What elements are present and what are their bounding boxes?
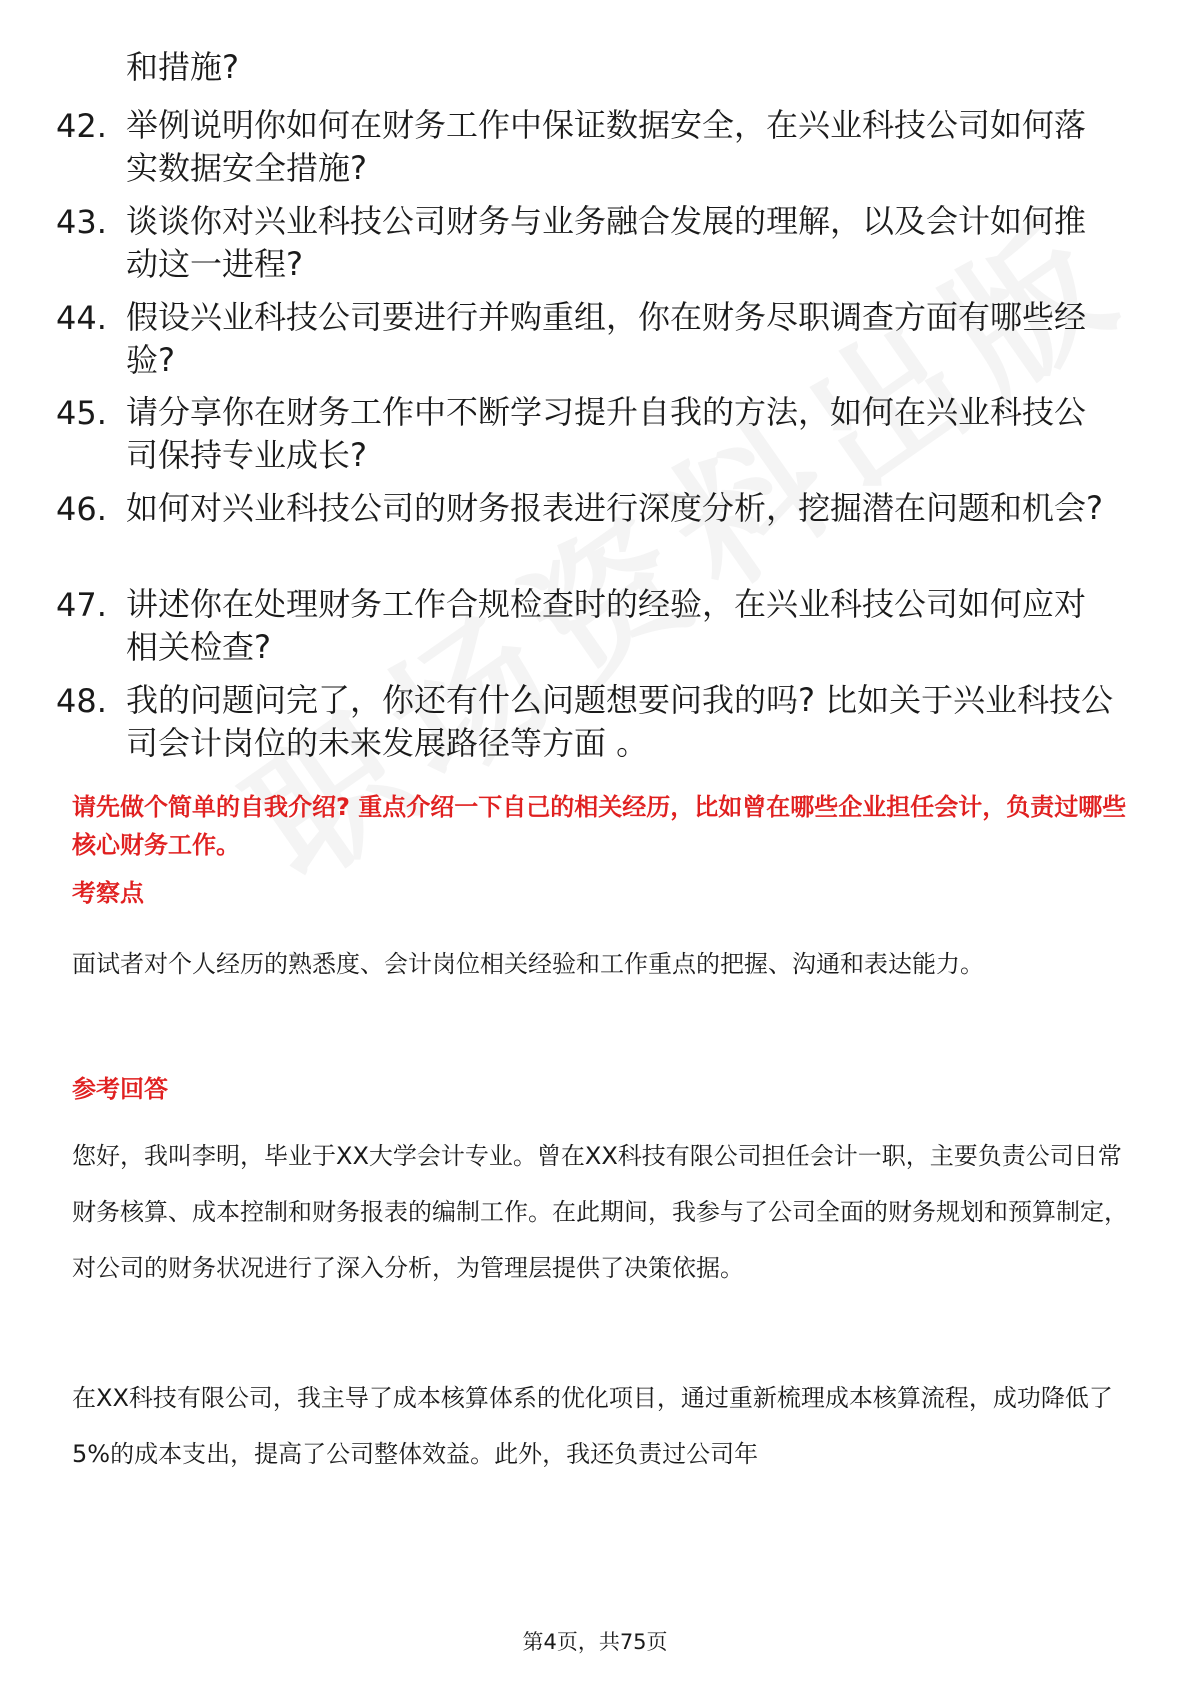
question-text: 和措施? xyxy=(126,48,239,86)
question-text: 举例说明你如何在财务工作中保证数据安全，在兴业科技公司如何落实数据安全措施? xyxy=(126,106,1087,187)
question-number: 44. xyxy=(56,299,107,337)
question-text: 请分享你在财务工作中不断学习提升自我的方法，如何在兴业科技公司保持专业成长? xyxy=(126,393,1087,474)
question-number: 42. xyxy=(56,107,107,145)
focus-label: 考察点 xyxy=(72,879,144,907)
question-text: 假设兴业科技公司要进行并购重组，你在财务尽职调查方面有哪些经验? xyxy=(126,298,1087,379)
question-heading: 请先做个简单的自我介绍? 重点介绍一下自己的相关经历，比如曾在哪些企业担任会计，负责过哪些核心财务工作。 xyxy=(72,793,1127,859)
question-number: 47. xyxy=(56,586,107,624)
question-number: 45. xyxy=(56,394,107,432)
question-number: 48. xyxy=(56,682,107,720)
question-text: 谈谈你对兴业科技公司财务与业务融合发展的理解，以及会计如何推动这一进程? xyxy=(126,202,1087,283)
focus-text: 面试者对个人经历的熟悉度、会计岗位相关经验和工作重点的把握、沟通和表达能力。 xyxy=(72,950,984,978)
answer-paragraph: 您好，我叫李明，毕业于XX大学会计专业。曾在XX科技有限公司担任会计一职，主要负责公司日常财务核算、成本控制和财务报表的编制工作。在此期间，我参与了公司全面的财务规划和预算制定，对公司的财务状况进行了深入分析，为管理层提供了决策依据。 xyxy=(72,1142,1128,1282)
answer-label: 参考回答 xyxy=(72,1075,168,1103)
page-footer: 第4页，共75页 xyxy=(522,1630,668,1654)
answer-paragraph: 在XX科技有限公司，我主导了成本核算体系的优化项目，通过重新梳理成本核算流程，成功降低了5%的成本支出，提高了公司整体效益。此外，我还负责过公司年 xyxy=(72,1384,1113,1468)
question-text: 讲述你在处理财务工作合规检查时的经验，在兴业科技公司如何应对相关检查? xyxy=(126,585,1087,666)
question-text: 如何对兴业科技公司的财务报表进行深度分析，挖掘潜在问题和机会? xyxy=(126,489,1103,527)
question-number: 43. xyxy=(56,203,107,241)
question-number: 46. xyxy=(56,490,107,528)
question-text: 我的问题问完了，你还有什么问题想要问我的吗? 比如关于兴业科技公司会计岗位的未来发展路径等方面 。 xyxy=(126,681,1114,762)
